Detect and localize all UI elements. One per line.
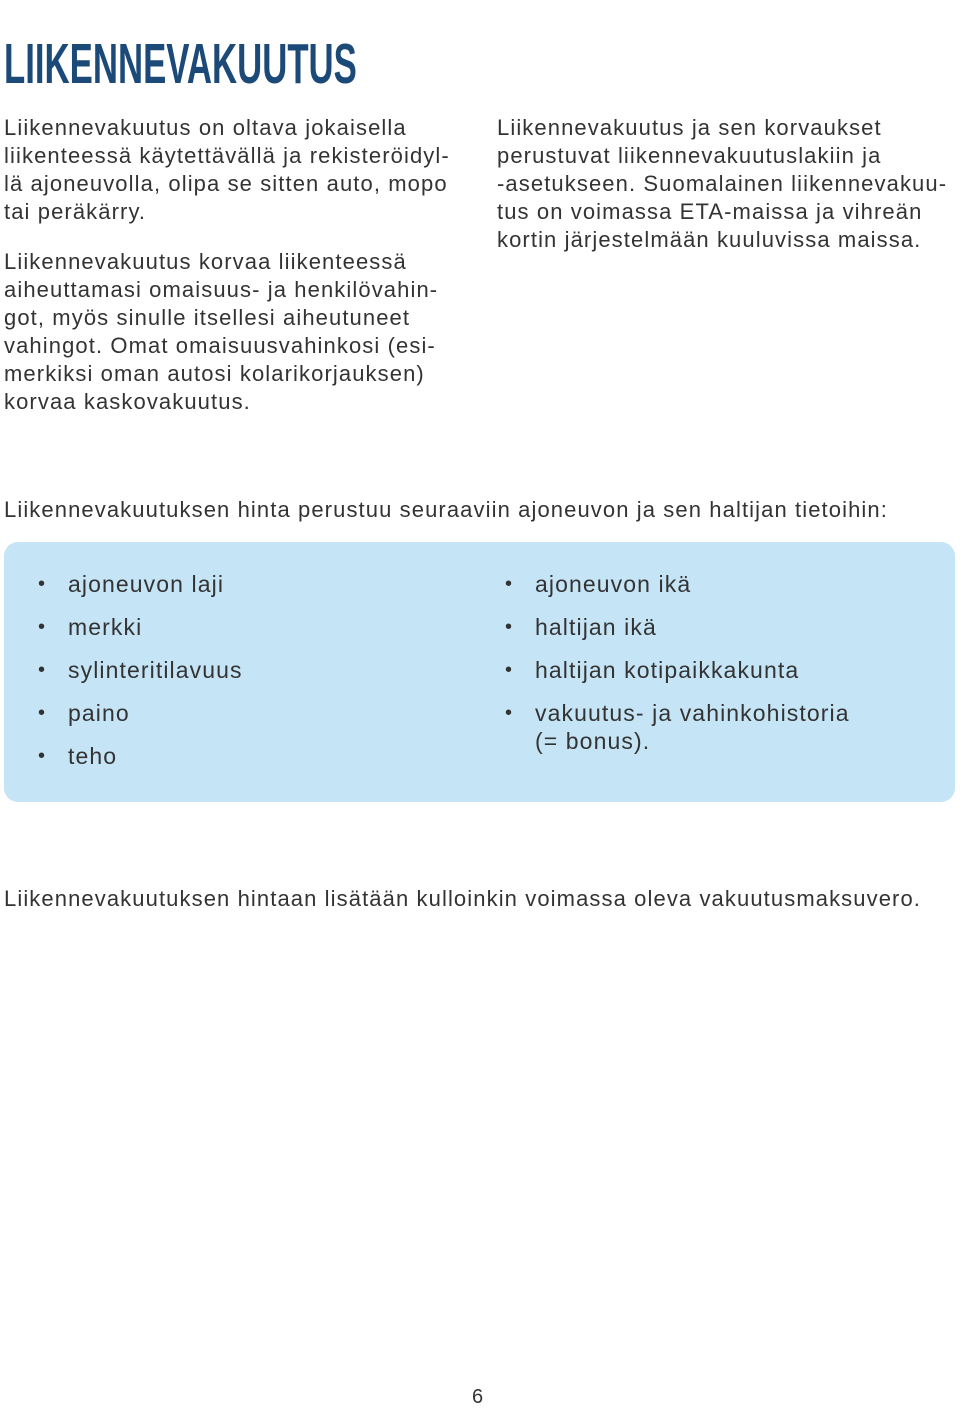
page-title: LIIKENNEVAKUUTUS [4, 32, 357, 97]
list-item [505, 613, 850, 641]
vehicle-factors-list [38, 570, 243, 785]
list-item [38, 613, 243, 641]
list-item-label: sylinteritilavuus [68, 657, 243, 683]
price-factors-intro: Liikennevakuutuksen hinta perustuu seuraaviin ajoneuvon ja sen haltijan tietoihin: [4, 497, 888, 522]
bullet-icon: • [505, 616, 514, 638]
list-item-label: ajoneuvon ikä [535, 571, 692, 597]
list-item-label: haltijan ikä [535, 614, 657, 640]
left-paragraph-2: Liikennevakuutus korvaa liikenteessä aiheuttamasi omaisuus- ja henkilövahin- got, myös sinulle itsellesi aiheutuneet vahingot. Omat omaisuusvahinkosi (esi- merkiksi oman autosi kolarikorjauksen) korvaa kaskovakuutus. [4, 249, 439, 414]
list-item [38, 570, 243, 598]
list-item [505, 656, 850, 684]
list-item-label: vakuutus- ja vahinkohistoria (= bonus). [535, 700, 850, 754]
list-item [505, 699, 850, 755]
tax-footer-note: Liikennevakuutuksen hintaan lisätään kulloinkin voimassa oleva vakuutusmaksuvero. [4, 886, 922, 911]
left-paragraph-1: Liikennevakuutus on oltava jokaisella liikenteessä käytettävällä ja rekisteröidyl- lä ajoneuvolla, olipa se sitten auto, mopo tai peräkärry. [4, 115, 450, 224]
holder-factors-list [505, 570, 850, 770]
list-item-label: paino [68, 700, 130, 726]
price-factors-box [4, 542, 955, 802]
list-item-label: haltijan kotipaikkakunta [535, 657, 800, 683]
list-item-label: teho [68, 743, 118, 769]
right-paragraph-1: Liikennevakuutus ja sen korvaukset perustuvat liikennevakuutuslakiin ja -asetukseen. Suomalainen liikennevakuu- tus on voimassa ETA-maissa ja vihreän kortin järjestelmään kuuluvissa maissa. [497, 115, 948, 252]
bullet-icon: • [505, 573, 514, 595]
list-item [38, 742, 243, 770]
bullet-icon: • [38, 573, 47, 595]
list-item [505, 570, 850, 598]
list-item-label: merkki [68, 614, 143, 640]
bullet-icon: • [38, 616, 47, 638]
bullet-icon: • [38, 745, 47, 767]
list-item [38, 699, 243, 727]
page-number: 6 [472, 1386, 484, 1408]
list-item [38, 656, 243, 684]
bullet-icon: • [505, 702, 514, 724]
bullet-icon: • [38, 659, 47, 681]
bullet-icon: • [38, 702, 47, 724]
list-item-label: ajoneuvon laji [68, 571, 225, 597]
bullet-icon: • [505, 659, 514, 681]
